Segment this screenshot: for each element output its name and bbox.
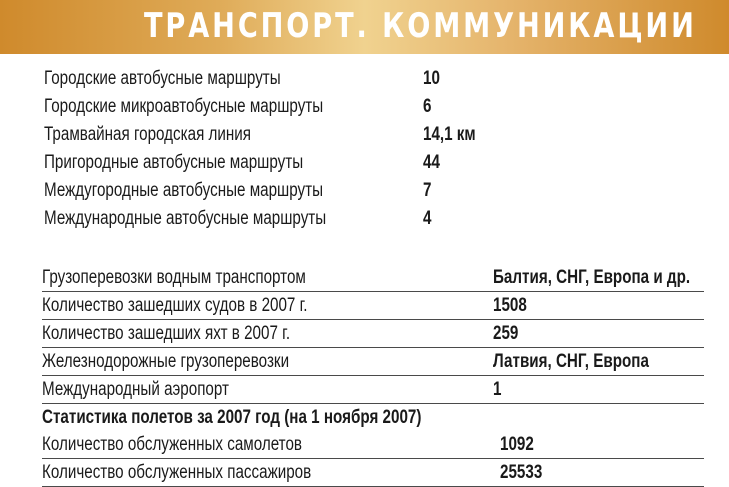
list-item [44,93,684,121]
table-row [42,348,704,376]
flight-stats-heading: Статистика полетов за 2007 год (на 1 ноября 2007) [42,407,422,428]
freight-label: Количество зашедших яхт в 2007 г. [42,323,291,344]
list-item [44,121,684,149]
route-value: 10 [423,68,440,89]
freight-value: Латвия, СНГ, Европа [493,351,649,372]
freight-label: Международный аэропорт [42,379,229,400]
freight-label: Количество зашедших судов в 2007 г. [42,295,308,316]
table-row [42,404,704,431]
freight-value: 1 [493,379,502,400]
table-row [42,292,704,320]
freight-table [42,264,704,487]
route-label: Междугородные автобусные маршруты [44,180,324,201]
route-label: Трамвайная городская линия [44,124,252,145]
flight-stat-label: Количество обслуженных пассажиров [42,462,312,483]
table-row [42,431,704,459]
route-label: Международные автобусные маршруты [44,208,327,229]
section-header [0,0,729,54]
freight-value: Балтия, СНГ, Европа и др. [493,267,691,288]
table-row [42,459,704,487]
routes-list [44,65,684,233]
list-item [44,177,684,205]
list-item [44,205,684,233]
freight-label: Железнодорожные грузоперевозки [42,351,290,372]
route-value: 44 [423,152,440,173]
freight-value: 1508 [493,295,527,316]
table-row [42,376,704,404]
section-title: ТРАНСПОРТ. КОММУНИКАЦИИ [144,6,697,46]
route-label: Городские автобусные маршруты [44,68,281,89]
route-label: Пригородные автобусные маршруты [44,152,304,173]
route-value: 7 [423,180,432,201]
freight-label: Грузоперевозки водным транспортом [42,267,306,288]
flight-stat-value: 1092 [500,434,534,455]
flight-stat-value: 25533 [500,462,543,483]
table-row [42,320,704,348]
route-value: 14,1 км [423,124,476,145]
list-item [44,149,684,177]
route-value: 6 [423,96,432,117]
list-item [44,65,684,93]
route-label: Городские микроавтобусные маршруты [44,96,324,117]
freight-value: 259 [493,323,519,344]
route-value: 4 [423,208,432,229]
table-row [42,264,704,292]
flight-stat-label: Количество обслуженных самолетов [42,434,302,455]
